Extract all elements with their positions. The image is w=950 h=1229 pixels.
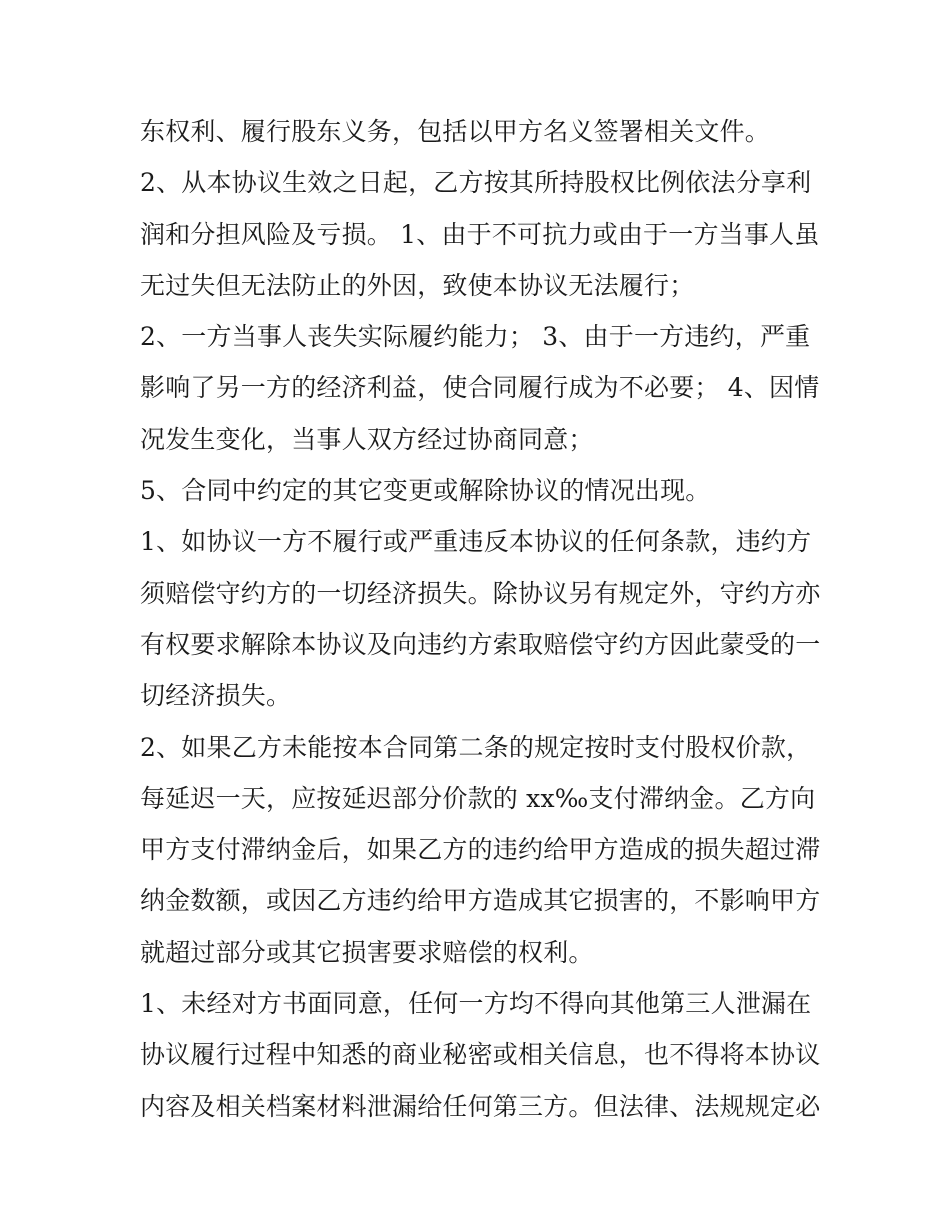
text-line: 1、未经对方书面同意，任何一方均不得向其他第三人泄漏在 xyxy=(140,989,812,1019)
text-line: 甲方支付滞纳金后，如果乙方的违约给甲方造成的损失超过滞 xyxy=(140,835,821,865)
text-line: 须赔偿守约方的一切经济损失。除协议另有规定外，守约方亦 xyxy=(140,578,821,608)
text-line: 切经济损失。 xyxy=(140,681,292,711)
text-line: 每延迟一天，应按延迟部分价款的 xx‰支付滞纳金。乙方向 xyxy=(140,783,816,813)
text-line: 1、如协议一方不履行或严重违反本协议的任何条款，违约方 xyxy=(140,527,812,557)
text-line: 5、合同中约定的其它变更或解除协议的情况出现。 xyxy=(140,476,711,506)
text-line: 况发生变化，当事人双方经过协商同意； xyxy=(140,424,594,454)
document-body xyxy=(140,106,830,1132)
text-line: 2、如果乙方未能按本合同第二条的规定按时支付股权价款， xyxy=(140,732,812,762)
text-line: 协议履行过程中知悉的商业秘密或相关信息，也不得将本协议 xyxy=(140,1040,821,1070)
text-line: 2、一方当事人丧失实际履约能力； 3、由于一方违约，严重 xyxy=(140,322,811,352)
text-line: 就超过部分或其它损害要求赔偿的权利。 xyxy=(140,937,594,967)
text-line: 无过失但无法防止的外因，致使本协议无法履行； xyxy=(140,270,695,300)
text-line: 纳金数额，或因乙方违约给甲方造成其它损害的，不影响甲方 xyxy=(140,886,821,916)
text-line: 影响了另一方的经济利益，使合同履行成为不必要； 4、因情 xyxy=(140,373,820,403)
text-line: 润和分担风险及亏损。 1、由于不可抗力或由于一方当事人虽 xyxy=(140,219,820,249)
text-line: 有权要求解除本协议及向违约方索取赔偿守约方因此蒙受的一 xyxy=(140,629,821,659)
text-line: 2、从本协议生效之日起，乙方按其所持股权比例依法分享利 xyxy=(140,168,812,198)
text-line: 东权利、履行股东义务，包括以甲方名义签署相关文件。 xyxy=(140,117,771,146)
text-line: 内容及相关档案材料泄漏给任何第三方。但法律、法规规定必 xyxy=(140,1091,821,1121)
